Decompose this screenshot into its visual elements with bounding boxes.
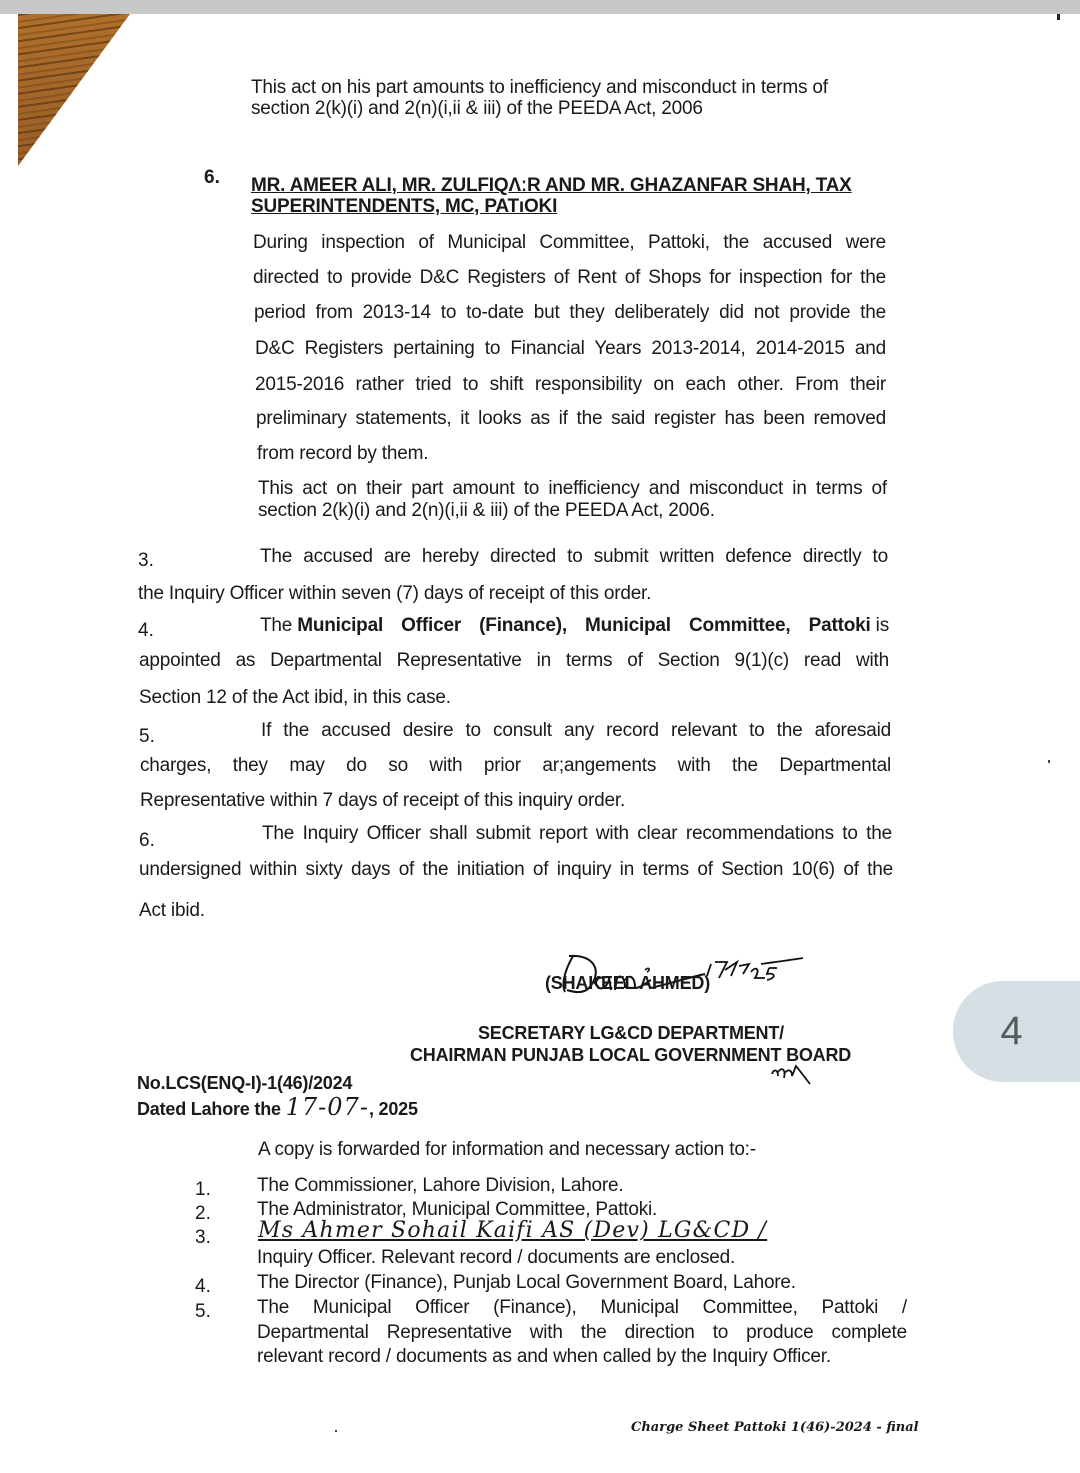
para6-line3: Act ibid. [139,900,205,921]
charge-number: 6. [204,167,220,188]
charge-conclusion-line2: section 2(k)(i) and 2(n)(i,ii & iii) of the PEEDA Act, 2006. [258,500,715,521]
charge-heading-line1: MR. AMEER ALI, MR. ZULFIQΛːR AND MR. GHAZANFAR SHAH, TAX [251,175,852,196]
scan-speck [1057,14,1060,20]
para5-line3: Representative within 7 days of receipt of this inquiry order. [140,790,626,811]
charge-body-line: D&C Registers pertaining to Financial Years 2013-2014, 2014-2015 and [255,338,886,359]
top-para-line2: section 2(k)(i) and 2(n)(i,ii & iii) of the PEEDA Act, 2006 [251,98,703,119]
viewer-top-bar [0,0,1080,14]
dated-prefix: Dated Lahore the [137,1099,281,1119]
charge-heading-line2: SUPERINTENDENTS, MC, PATıOKI [251,196,558,217]
para4-line1 [260,616,889,636]
copy-item-handwritten: Ms Ahmer Sohail Kaifi AS (Dev) LG&CD / [258,1218,768,1243]
wood-table-corner [18,14,130,166]
signatory-title-line1: SECRETARY LG&CD DEPARTMENT/ [478,1023,784,1043]
page-number-indicator[interactable] [953,981,1080,1082]
para4-line3: Section 12 of the Act ibid, in this case. [139,687,451,708]
copy-intro: A copy is forwarded for information and necessary action to:- [258,1139,756,1160]
copy-item-number: 4. [195,1276,211,1297]
charge-body-line: from record by them. [257,443,429,464]
para4-line2: appointed as Departmental Representative in terms of Section 9(1)(c) read with [139,650,889,671]
para4-line1-bold: Municipal Officer (Finance), Municipal Committee, Pattoki [297,615,871,636]
dated-handwritten: 17-07- [285,1093,369,1121]
para3-line1: The accused are hereby directed to submit written defence directly to [260,546,888,567]
dated-suffix: , 2025 [368,1099,418,1119]
charge-body-line: During inspection of Municipal Committee, Pattoki, the accused were [253,232,886,253]
copy-item-text: The Municipal Officer (Finance), Municipal Committee, Pattoki / [257,1297,907,1318]
para4-line1-post: is [870,615,889,636]
top-para-line1: This act on his part amounts to inefficiency and misconduct in terms of [251,77,828,98]
copy-item-text: relevant record / documents as and when called by the Inquiry Officer. [257,1346,831,1367]
copy-item-number: 5. [195,1301,211,1322]
copy-item-number: 2. [195,1203,211,1224]
copy-item-text: The Director (Finance), Punjab Local Government Board, Lahore. [257,1272,796,1293]
copy-item-text: The Administrator, Municipal Committee, Pattoki. [257,1199,658,1220]
charge-conclusion-line1: This act on their part amount to inefficiency and misconduct in terms of [258,478,887,499]
scan-speck [335,1430,337,1432]
signatory-name: (SHAKEEL AHMED) [545,973,711,993]
copy-item-number: 3. [195,1227,211,1248]
para3-line2: the Inquiry Officer within seven (7) days of receipt of this order. [138,583,652,604]
para4-line1-pre: The [260,615,298,636]
para6-line2: undersigned within sixty days of the initiation of inquiry in terms of Section 10(6) of the [139,859,893,880]
dated-line [137,1093,418,1121]
copy-item-text: Inquiry Officer. Relevant record / documents are enclosed. [257,1247,736,1268]
charge-body-line: preliminary statements, it looks as if the said register has been removed [256,408,886,429]
para3-number: 3. [138,550,154,571]
initials [770,1062,816,1088]
para4-number: 4. [138,620,154,641]
charge-body-line: directed to provide D&C Registers of Rent of Shops for inspection for the [253,267,886,288]
scan-speck [1048,760,1050,763]
para6-line1: The Inquiry Officer shall submit report with clear recommendations to the [262,823,892,844]
para5-line1: If the accused desire to consult any record relevant to the aforesaid [261,720,891,741]
copy-item-text: Departmental Representative with the direction to produce complete [257,1322,907,1343]
file-tag: Charge Sheet Pattoki 1(46)-2024 - final [631,1420,919,1435]
copy-item-text: The Commissioner, Lahore Division, Lahore. [257,1175,624,1196]
para5-number: 5. [139,726,155,747]
para6-number: 6. [139,830,155,851]
signatory-title-line2: CHAIRMAN PUNJAB LOCAL GOVERNMENT BOARD [410,1045,852,1065]
reference-number: No.LCS(ENQ-I)-1(46)/2024 [137,1073,353,1093]
page-number: 4 [1000,1009,1023,1053]
para5-line2: charges, they may do so with prior ar;angements with the Departmental [140,755,891,776]
charge-body-line: period from 2013-14 to to-date but they deliberately did not provide the [254,302,886,323]
copy-item-number: 1. [195,1179,211,1200]
charge-body-line: 2015-2016 rather tried to shift responsibility on each other. From their [255,374,886,395]
